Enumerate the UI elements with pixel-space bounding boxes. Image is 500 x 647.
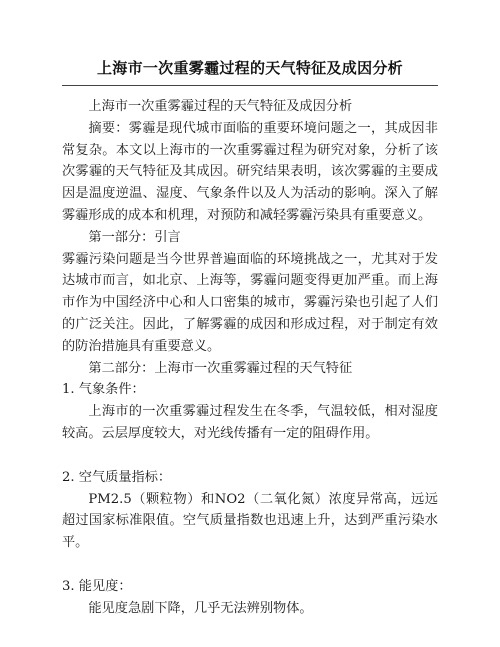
spacer: [62, 554, 438, 576]
item-3-text: 能见度急剧下降，几乎无法辨别物体。: [88, 600, 313, 616]
document-subtitle: 上海市一次重雾霾过程的天气特征及成因分析: [88, 99, 353, 114]
item-3-label: 3. 能见度：: [62, 578, 132, 594]
item-1-label: 1. 气象条件：: [62, 382, 145, 398]
item-2-label: 2. 空气质量指标：: [62, 469, 172, 485]
spacer: [62, 445, 438, 467]
item-2-text: PM2.5（颗粒物）和NO2（二氧化氮）浓度异常高，远远超过国家标准限值。空气质量指数也迅速上升，达到严重污染水平。: [62, 491, 438, 551]
document-body: [62, 96, 438, 620]
part1-paragraph: 雾霾污染问题是当今世界普遍面临的环境挑战之一，尤其对于发达城市而言，如北京、上海等，雾霾问题变得更加严重。而上海市作为中国经济中心和人口密集的城市，雾霾污染也引起了人们的广泛关注。因此，了解雾霾的成因和形成过程，对于制定有效的防治措施具有重要意义。: [62, 251, 438, 354]
item-1-text: 上海市的一次重雾霾过程发生在冬季，气温较低，相对湿度较高。云层厚度较大，对光线传播有一定的阻碍作用。: [62, 404, 438, 441]
part1-heading: 第一部分：引言: [88, 229, 181, 245]
abstract-paragraph: 摘要：雾霾是现代城市面临的重要环境问题之一，其成因非常复杂。本文以上海市的一次重雾霾过程为研究对象，分析了该次雾霾的天气特征及其成因。研究结果表明，该次雾霾的主要成因是温度逆温、湿度、气象条件以及人为活动的影响。深入了解雾霾形成的成本和机理，对预防和减轻雾霾污染具有重要意义。: [62, 120, 438, 223]
title-divider: [62, 85, 438, 86]
part2-heading: 第二部分：上海市一次重雾霾过程的天气特征: [88, 360, 353, 376]
document-title: 上海市一次重雾霾过程的天气特征及成因分析: [96, 59, 403, 77]
